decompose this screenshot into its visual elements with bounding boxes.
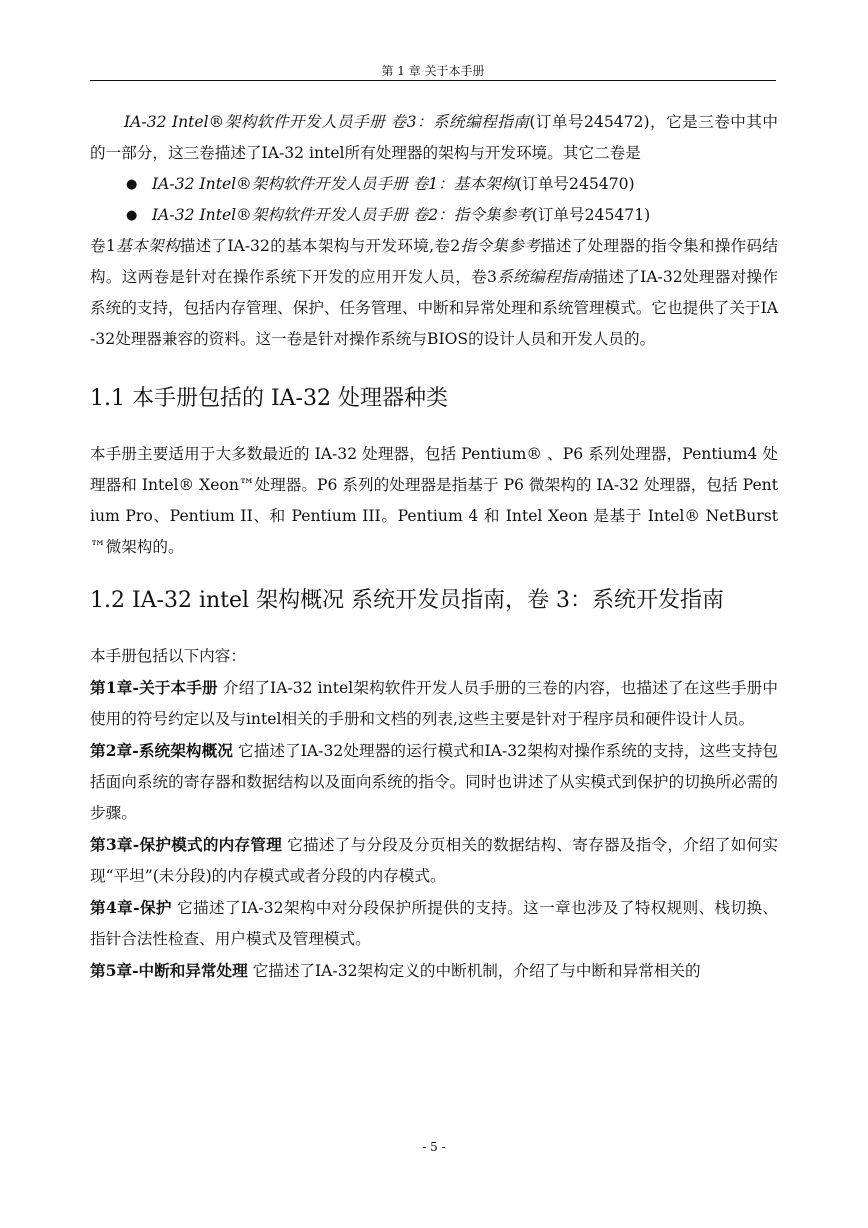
order-number: (订单号245471) [531, 206, 651, 224]
bullet-icon: ● [126, 208, 138, 223]
order-number: (订单号245470) [516, 175, 635, 193]
chapter-entry [90, 672, 778, 735]
manual-title-vol3: IA-32 Intel®架构软件开发人员手册 卷3：系统编程指南 [124, 113, 530, 131]
section-heading: 1.1 本手册包括的 IA-32 处理器种类 [90, 386, 448, 411]
list-item [90, 200, 778, 231]
bullet-icon: ● [126, 177, 138, 192]
chapter-label: 第4章-保护 [90, 898, 172, 917]
intro-paragraph [90, 107, 778, 169]
volume-name: 系统编程指南 [496, 268, 593, 286]
chapter-description: 它描述了IA-32架构中对分段保护所提供的支持。这一章也涉及了特权规则、栈切换、指针合法性检查、用户模式及管理模式。 [90, 899, 778, 948]
chapter-label: 第1章-关于本手册 [90, 678, 218, 697]
list-item [90, 169, 778, 200]
section-paragraph: 本手册主要适用于大多数最近的 IA-32 处理器，包括 Pentium® 、P6 系列处理器，Pentium4 处理器和 Intel® Xeon™处理器。P6 系列的处理器是指基于 P6 微架构的 IA-32 处理器，包括 Pentium Pro、Pentium II、和 Pentium III。Pentium 4 和 Intel Xeon 是基于 Intel® NetBurst™微架构的。 [90, 445, 778, 556]
section-heading: 1.2 IA-32 intel 架构概况 系统开发员指南，卷 3：系统开发指南 [90, 588, 725, 613]
page-content [90, 107, 778, 987]
chapter-description: 它描述了IA-32处理器的运行模式和IA-32架构对操作系统的支持，这些支持包括面向系统的寄存器和数据结构以及面向系统的指令。同时也讲述了从实模式到保护的切换所必需的步骤。 [90, 742, 778, 822]
chapter-entry [90, 829, 778, 892]
page-number: - 5 - [422, 1140, 446, 1154]
intro-text: (订单号245472)，它是三卷中其中的一部分，这三卷描述了IA-32 intel所有处理器的架构与开发环境。其它二卷是 [90, 113, 778, 162]
header-rule [90, 80, 776, 81]
volumes-paragraph [90, 231, 778, 355]
chapter-label: 第5章-中断和异常处理 [90, 961, 248, 980]
section-lead: 本手册包括以下内容： [90, 647, 246, 665]
chapter-label: 第2章-系统架构概况 [90, 741, 233, 760]
chapter-entry [90, 892, 778, 955]
volume-name: 基本架构 [115, 237, 180, 255]
para-text: 卷1 [90, 237, 116, 255]
para-text: 描述了IA-32的基本架构与开发环境,卷2 [179, 237, 461, 255]
para-text: 描述了处理器的指令集和操作码结构。这两卷是针对在操作系统下开发的应用开发人员，卷3 [90, 237, 779, 286]
chapter-entry [90, 955, 778, 987]
chapter-description: 它描述了IA-32架构定义的中断机制，介绍了与中断和异常相关的 [247, 962, 701, 980]
chapter-description: 介绍了IA-32 intel架构软件开发人员手册的三卷的内容，也描述了在这些手册中使用的符号约定以及与intel相关的手册和文档的列表,这些主要是针对于程序员和硬件设计人员。 [90, 679, 778, 728]
chapter-entry [90, 735, 778, 829]
manual-title-vol2: IA-32 Intel®架构软件开发人员手册 卷2：指令集参考 [152, 206, 532, 224]
para-text: 描述了IA-32处理器对操作系统的支持，包括内存管理、保护、任务管理、中断和异常处理和系统管理模式。它也提供了关于IA-32处理器兼容的资料。这一卷是针对操作系统与BIOS的设计人员和开发人员的。 [90, 268, 778, 348]
chapter-description: 它描述了与分段及分页相关的数据结构、寄存器及指令，介绍了如何实现“平坦”(未分段)的内存模式或者分段的内存模式。 [90, 836, 778, 885]
manual-title-vol1: IA-32 Intel®架构软件开发人员手册 卷1：基本架构 [152, 175, 517, 193]
volume-name: 指令集参考 [460, 237, 540, 255]
running-header: 第 1 章 关于本手册 [381, 64, 485, 78]
chapter-label: 第3章-保护模式的内存管理 [90, 835, 283, 854]
